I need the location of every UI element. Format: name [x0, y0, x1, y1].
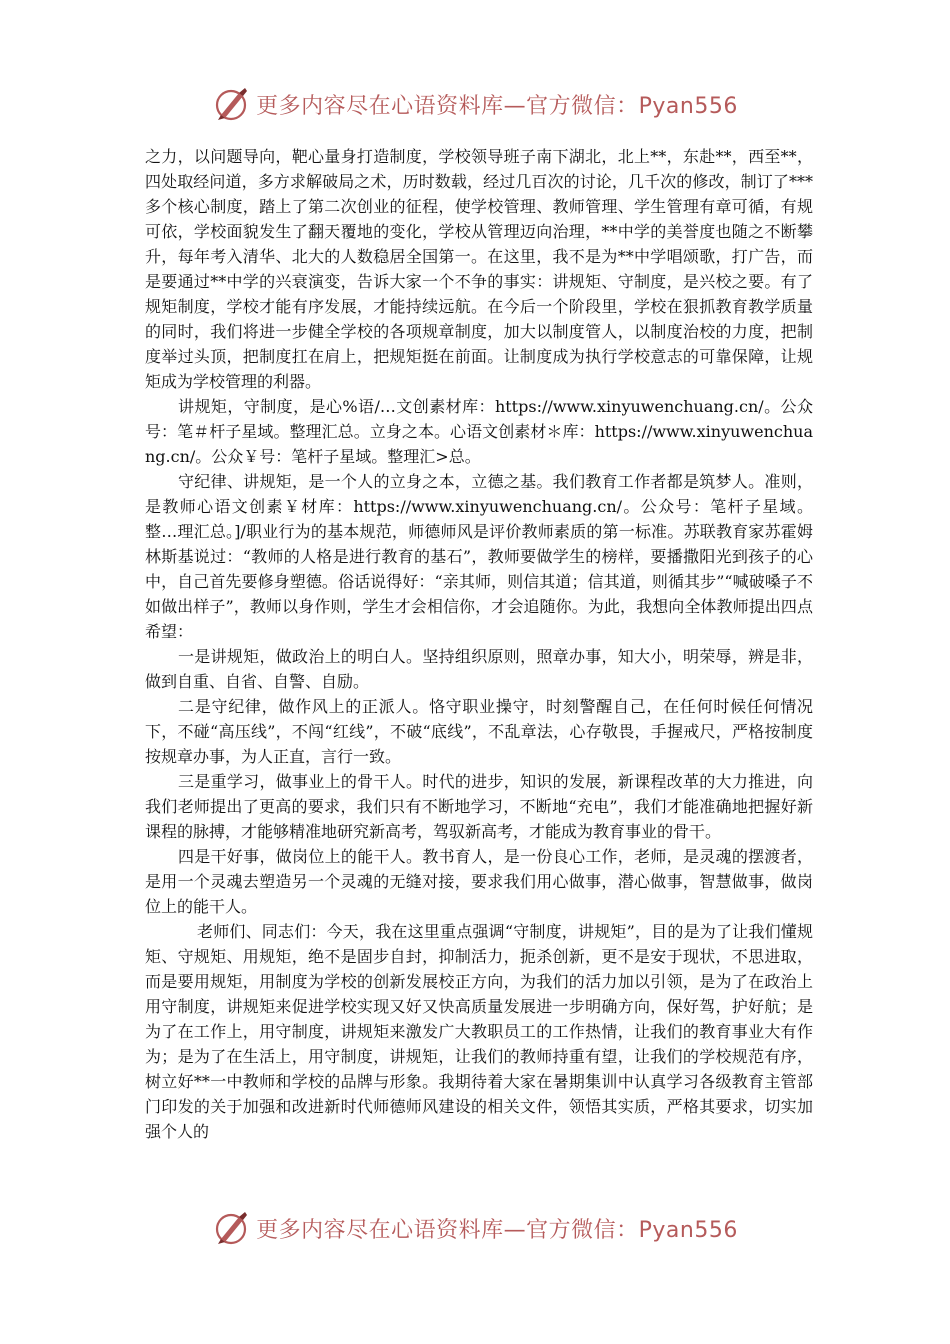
paragraph-point-1: 一是讲规矩，做政治上的明白人。坚持组织原则，照章办事，知大小，明荣辱，辨是非，做到自重、自省、自警、自励。 — [145, 647, 813, 691]
paragraph: 讲规矩，守制度，是心%语/…文创素材库：https://www.xinyuwenchuang.cn/。公众号：笔＃杆子星域。整理汇总。立身之本。心语文创素材＊库：https://www.xinyuwenchuang.cn/。公众￥号：笔杆子星域。整理汇>总。 — [145, 397, 813, 466]
banner-text: 更多内容尽在心语资料库—官方微信：Pyan556 — [256, 1217, 738, 1243]
brush-pen-logo-icon — [212, 1209, 250, 1247]
paragraph-continuation: 之力，以问题导向，靶心量身打造制度，学校领导班子南下湖北，北上**，东赴**，西至**，四处取经问道，多方求解破局之术，历时数载，经过几百次的讨论，几千次的修改，制订了***多个核心制度，踏上了第二次创业的征程，使学校管理、教师管理、学生管理有章可循，有规可依，学校面貌发生了翻天覆地的变化，学校从管理迈向治理，**中学的美誉度也随之不断攀升，每年考入清华、北大的人数稳居全国第一。在这里，我不是为**中学唱颂歌，打广告，而是要通过**中学的兴衰演变，告诉大家一个不争的事实：讲规矩、守制度，是兴校之要。有了规矩制度，学校才能有序发展，才能持续远航。在今后一个阶段里，学校在狠抓教育教学质量的同时，我们将进一步健全学校的各项规章制度，加大以制度管人，以制度治校的力度，把制度举过头顶，把制度扛在肩上，把规矩挺在前面。让制度成为执行学校意志的可靠保障，让规矩成为学校管理的利器。 — [145, 147, 813, 391]
banner-text: 更多内容尽在心语资料库—官方微信：Pyan556 — [256, 93, 738, 119]
footer-banner — [0, 1208, 950, 1248]
header-banner — [0, 84, 950, 124]
document-body — [145, 144, 813, 1144]
paragraph: 守纪律、讲规矩，是一个人的立身之本，立德之基。我们教育工作者都是筑梦人。准则，是教师心语文创素￥材库：https://www.xinyuwenchuang.cn/。公众号：笔杆子星域。整…理汇总。]/职业行为的基本规范，师德师风是评价教师素质的第一标准。苏联教育家苏霍姆林斯基说过：“教师的人格是进行教育的基石”，教师要做学生的榜样，要播撒阳光到孩子的心中，自己首先要修身塑德。俗话说得好：“亲其师，则信其道；信其道，则循其步”“喊破嗓子不如做出样子”，教师以身作则，学生才会相信你，才会追随你。为此，我想向全体教师提出四点希望： — [145, 472, 813, 641]
paragraph-point-2: 二是守纪律，做作风上的正派人。恪守职业操守，时刻警醒自己，在任何时候任何情况下，不碰“高压线”，不闯“红线”，不破“底线”，不乱章法，心存敬畏，手握戒尺，严格按制度按规章办事，为人正直，言行一致。 — [145, 697, 813, 766]
brush-pen-logo-icon — [212, 85, 250, 123]
paragraph: 老师们、同志们：今天，我在这里重点强调“守制度，讲规矩”，目的是为了让我们懂规矩、守规矩、用规矩，绝不是固步自封，抑制活力，扼杀创新，更不是安于现状，不思进取，而是要用规矩，用制度为学校的创新发展校正方向，为我们的活力加以引领，是为了在政治上用守制度，讲规矩来促进学校实现又好又快高质量发展进一步明确方向，保好驾，护好航；是为了在工作上，用守制度，讲规矩来激发广大教职员工的工作热情，让我们的教育事业大有作为；是为了在生活上，用守制度，讲规矩，让我们的教师持重有望，让我们的学校规范有序，树立好**一中教师和学校的品牌与形象。我期待着大家在暑期集训中认真学习各级教育主管部门印发的关于加强和改进新时代师德师风建设的相关文件，领悟其实质，严格其要求，切实加强个人的 — [145, 922, 813, 1141]
paragraph-point-3: 三是重学习，做事业上的骨干人。时代的进步，知识的发展，新课程改革的大力推进，向我们老师提出了更高的要求，我们只有不断地学习，不断地“充电”，我们才能准确地把握好新课程的脉搏，才能够精准地研究新高考，驾驭新高考，才能成为教育事业的骨干。 — [145, 772, 813, 841]
paragraph-point-4: 四是干好事，做岗位上的能干人。教书育人，是一份良心工作，老师，是灵魂的摆渡者，是用一个灵魂去塑造另一个灵魂的无缝对接，要求我们用心做事，潜心做事，智慧做事，做岗位上的能干人。 — [145, 847, 813, 916]
